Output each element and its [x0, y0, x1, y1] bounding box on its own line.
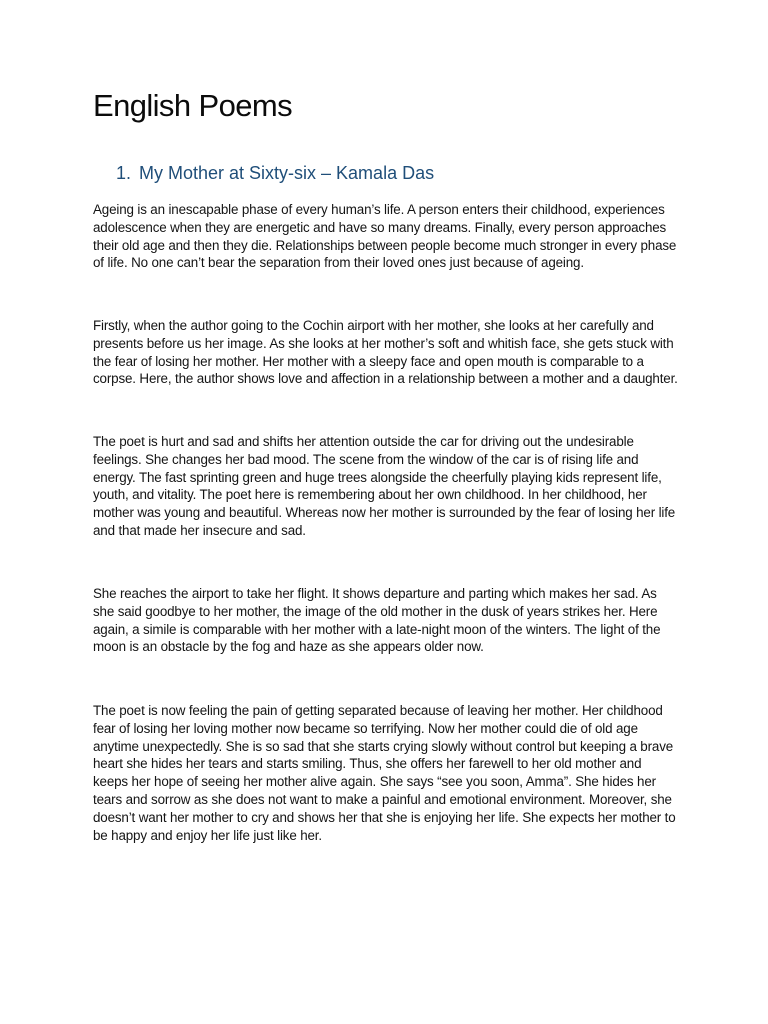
paragraph-intro: Ageing is an inescapable phase of every human’s life. A person enters their childhood, experiences adolescence when they are energetic and have so many dreams. Finally, every person approaches their old age and then they die. Relationships between people become much stronger in every phase of life. No one can’t bear the separation from their loved ones just because of ageing. [93, 202, 677, 271]
paragraph-airport: She reaches the airport to take her flight. It shows departure and parting which makes her sad. As she said goodbye to her mother, the image of the old mother in the dusk of years strikes her. Here again, a simile is comparable with her mother with a late-night moon of the winters. The light of the moon is an obstacle by the fog and haze as she appears older now. [93, 586, 661, 655]
section-heading [116, 163, 434, 184]
section-number: 1. [116, 163, 132, 183]
document-title: English Poems [93, 88, 292, 123]
paragraph-car-window: The poet is hurt and sad and shifts her attention outside the car for driving out the undesirable feelings. She changes her bad mood. The scene from the window of the car is of rising life and energy. The fast sprinting green and huge trees alongside the cheerfully playing kids represent life, youth, and vitality. The poet here is remembering about her own childhood. In her childhood, her mother was young and beautiful. Whereas now her mother is surrounded by the fear of losing her life and that made her insecure and sad. [93, 434, 676, 538]
section-heading-text: My Mother at Sixty-six – Kamala Das [139, 163, 435, 183]
paragraph-farewell: The poet is now feeling the pain of getting separated because of leaving her mother. Her childhood fear of losing her loving mother now became so terrifying. Now her mother could die of old age anytime unexpectedly. She is so sad that she starts crying slowly without control but keeping a brave heart she hides her tears and starts smiling. Thus, she offers her farewell to her old mother and keeps her hope of seeing her mother alive again. She says “see you soon, Amma”. She hides her tears and sorrow as she does not want to make a painful and emotional environment. Moreover, she doesn’t want her mother to cry and shows her that she is enjoying her life. She expects her mother to be happy and enjoy her life just like her. [93, 703, 676, 843]
paragraph-firstly: Firstly, when the author going to the Cochin airport with her mother, she looks at her carefully and presents before us her image. As she looks at her mother’s soft and whitish face, she gets stuck with the fear of losing her mother. Her mother with a sleepy face and open mouth is comparable to a corpse. Here, the author shows love and affection in a relationship between a mother and a daughter. [93, 318, 678, 387]
